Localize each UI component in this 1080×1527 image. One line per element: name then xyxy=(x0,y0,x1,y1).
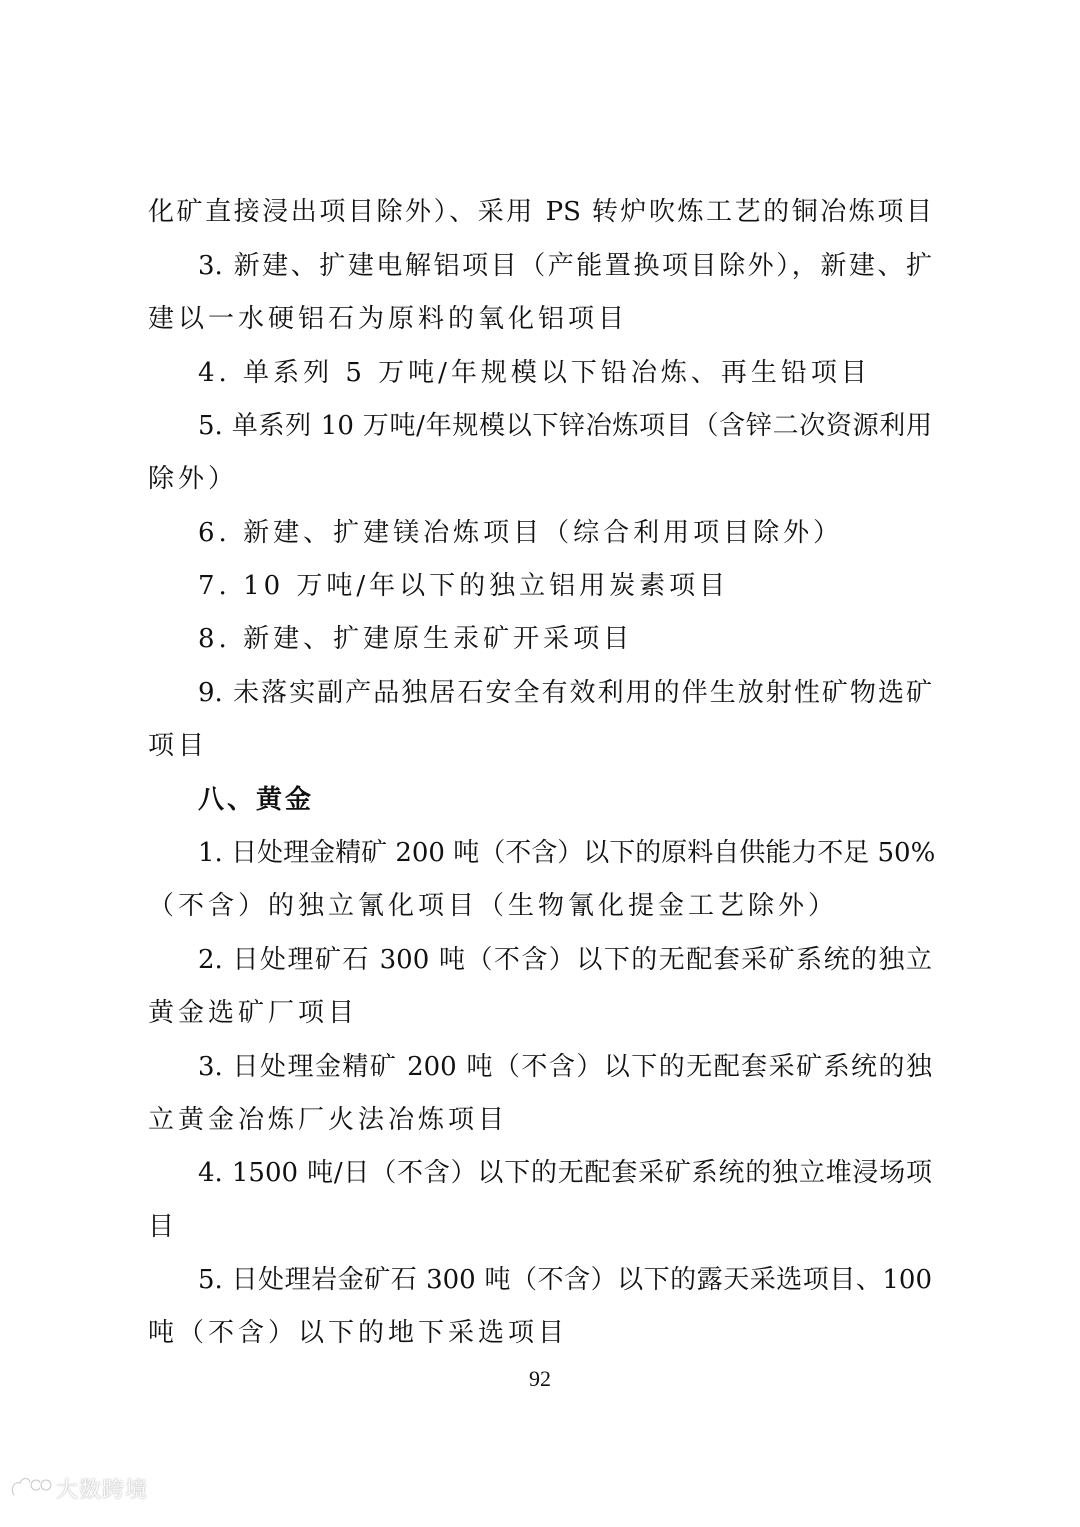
paragraph-line: 立黄金冶炼厂火法冶炼项目 xyxy=(148,1105,509,1135)
paragraph-line: 项目 xyxy=(148,731,209,761)
paragraph-line: 1. 日处理金精矿 200 吨（不含）以下的原料自供能力不足 50% xyxy=(198,838,936,868)
paragraph-line: 目 xyxy=(148,1212,179,1242)
paragraph-line: 8. 新建、扩建原生汞矿开采项目 xyxy=(198,624,634,654)
paragraph-line: 除外） xyxy=(148,464,239,494)
paragraph-line: 7. 10 万吨/年以下的独立铝用炭素项目 xyxy=(198,571,730,601)
paragraph-line: 吨（不含）以下的地下采选项目 xyxy=(148,1318,569,1348)
paragraph-line: 建以一水硬铝石为原料的氧化铝项目 xyxy=(148,304,629,334)
section-heading: 八、黄金 xyxy=(198,785,315,815)
paragraph-line: 3. 日处理金精矿 200 吨（不含）以下的无配套采矿系统的独 xyxy=(198,1052,932,1082)
watermark-text: 大数跨境 xyxy=(56,1477,149,1503)
paragraph-line: 5. 日处理岩金矿石 300 吨（不含）以下的露天采选项目、100 xyxy=(198,1265,932,1295)
watermark xyxy=(8,1470,148,1506)
paragraph-line: 4. 单系列 5 万吨/年规模以下铅冶炼、再生铅项目 xyxy=(198,358,871,388)
paragraph-line: 2. 日处理矿石 300 吨（不含）以下的无配套采矿系统的独立 xyxy=(198,945,932,975)
paragraph-line: 6. 新建、扩建镁冶炼项目（综合利用项目除外） xyxy=(198,518,844,548)
paragraph-line: 4. 1500 吨/日（不含）以下的无配套采矿系统的独立堆浸场项 xyxy=(198,1158,932,1188)
paragraph-line: 化矿直接浸出项目除外）、采用 PS 转炉吹炼工艺的铜冶炼项目 xyxy=(148,197,932,227)
paragraph-line: 黄金选矿厂项目 xyxy=(148,998,359,1028)
page-number: 92 xyxy=(529,1366,551,1391)
dashuju-logo-icon xyxy=(8,1473,52,1503)
paragraph-line: （不含）的独立氰化项目（生物氰化提金工艺除外） xyxy=(148,891,839,921)
paragraph-line: 9. 未落实副产品独居石安全有效利用的伴生放射性矿物选矿 xyxy=(198,678,932,708)
paragraph-line: 3. 新建、扩建电解铝项目（产能置换项目除外），新建、扩 xyxy=(198,251,932,281)
paragraph-line: 5. 单系列 10 万吨/年规模以下锌冶炼项目（含锌二次资源利用 xyxy=(198,411,932,441)
